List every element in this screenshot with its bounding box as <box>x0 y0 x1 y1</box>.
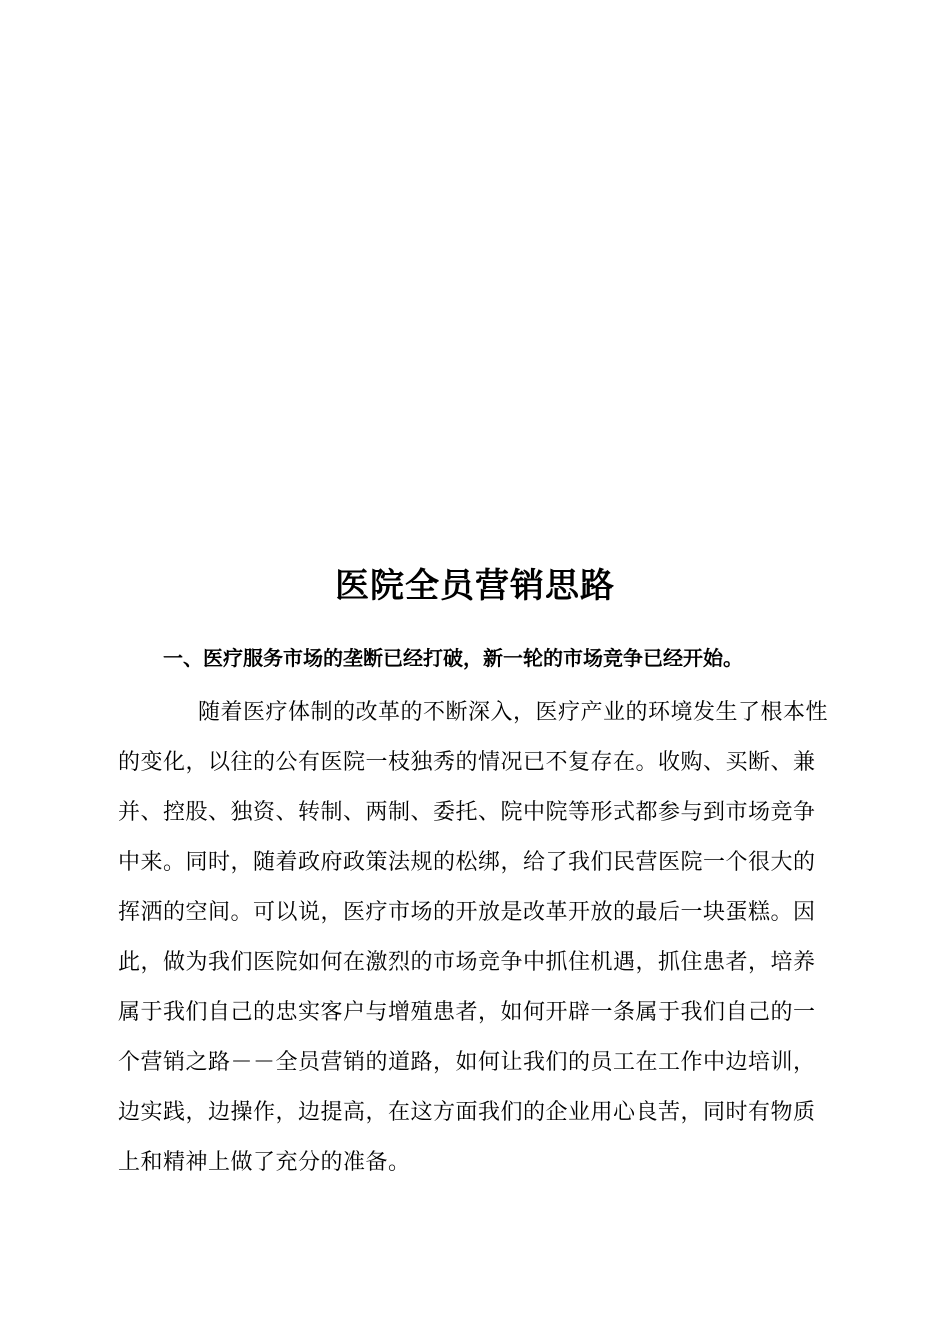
paragraph-line: 挥洒的空间。可以说，医疗市场的开放是改革开放的最后一块蛋糕。因 <box>118 900 816 925</box>
paragraph-line: 的变化，以往的公有医院一枝独秀的情况已不复存在。收购、买断、兼 <box>118 750 816 775</box>
paragraph-line: 个营销之路－－全员营销的道路，如何让我们的员工在工作中边培训， <box>118 1050 816 1075</box>
paragraph-line: 随着医疗体制的改革的不断深入，医疗产业的环境发生了根本性 <box>198 700 829 725</box>
paragraph-line: 并、控股、独资、转制、两制、委托、院中院等形式都参与到市场竞争 <box>118 800 816 825</box>
paragraph-line: 上和精神上做了充分的准备。 <box>118 1150 411 1175</box>
paragraph-line: 中来。同时，随着政府政策法规的松绑，给了我们民营医院一个很大的 <box>118 850 816 875</box>
paragraph-line: 此，做为我们医院如何在激烈的市场竞争中抓住机遇，抓住患者，培养 <box>118 950 816 975</box>
paragraph-line: 边实践，边操作，边提高，在这方面我们的企业用心良苦，同时有物质 <box>118 1100 816 1125</box>
section-heading: 一、医疗服务市场的垄断已经打破，新一轮的市场竞争已经开始。 <box>163 646 743 670</box>
paragraph-line: 属于我们自己的忠实客户与增殖患者，如何开辟一条属于我们自己的一 <box>118 1000 816 1025</box>
body-paragraph <box>118 688 828 1188</box>
document-title: 医院全员营销思路 <box>335 566 615 606</box>
